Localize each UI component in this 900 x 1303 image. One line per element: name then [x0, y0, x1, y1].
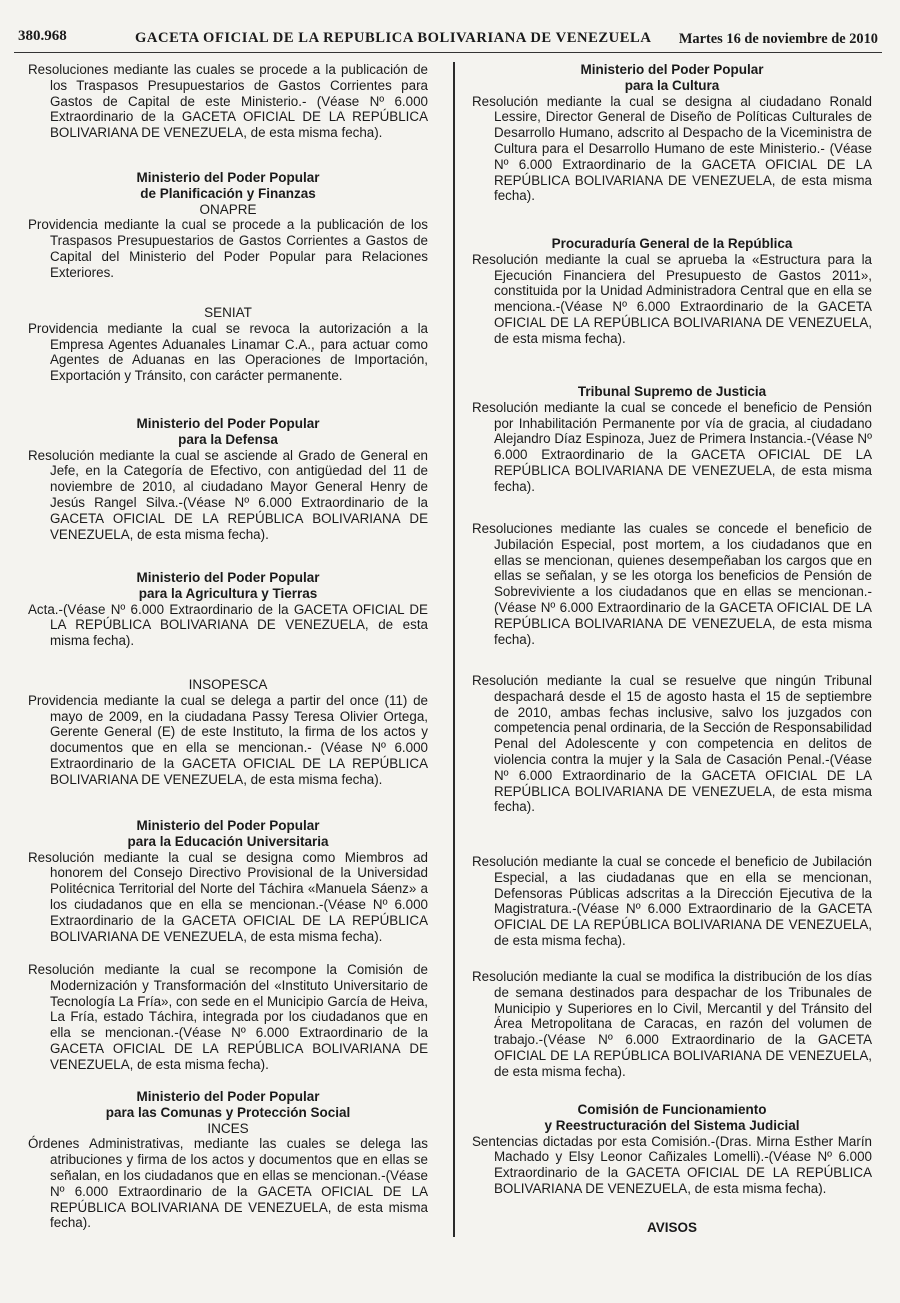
summary-entry [28, 305, 428, 384]
entry-text: Providencia mediante la cual se procede a la publicación de los Traspasos Presupuestarios de Gastos Corrientes a Gastos de Capital del Ministerio del Poder Popular para Relaciones Exteriores. [28, 217, 428, 280]
entry-text: Resoluciones mediante las cuales se procede a la publicación de los Traspasos Presupuestarios de Gastos Corrientes para Gastos de Capital de este Ministerio.- (Véase Nº 6.000 Extraordinario de la GACETA OFICIAL DE LA REPÚBLICA BOLIVARIANA DE VENEZUELA, de esta misma fecha). [28, 62, 428, 141]
summary-entry [28, 818, 428, 944]
summary-entry [472, 854, 872, 949]
summary-entry [28, 570, 428, 649]
entry-text: Sentencias dictadas por esta Comisión.-(Dras. Mirna Esther Marín Machado y Elsy Leonor Cañizales Lomelli).-(Véase Nº 6.000 Extraordinario de la GACETA OFICIAL DE LA REPÚBLICA BOLIVARIANA DE VENEZUELA, de esta misma fecha). [472, 1133, 872, 1196]
entry-text: Providencia mediante la cual se revoca la autorización a la Empresa Agentes Aduanales Linamar C.A., para actuar como Agentes de Aduanas en las Operaciones de Importación, Exportación y Tránsito, con carácter permanente. [28, 320, 428, 384]
entry-text: Resoluciones mediante las cuales se concede el beneficio de Jubilación Especial, post mortem, a los ciudadanos que en ellas se mencionan, quienes desempeñaban los cargos que en ellas se señalan, y se les otorga los beneficios de Pensión de Sobreviviente a los ciudadanos que en ellas se mencionan.-(Véase Nº 6.000 Extraordinario de la GACETA OFICIAL DE LA REPÚBLICA BOLIVARIANA DE VENEZUELA, de esta misma fecha). [472, 521, 872, 647]
page-number: 380.968 [18, 28, 67, 44]
ministry-heading: Ministerio del Poder Popular [136, 818, 320, 833]
section-heading-avisos [472, 1220, 872, 1236]
ministry-heading: Ministerio del Poder Popular [136, 170, 320, 185]
summary-entry [28, 962, 428, 1073]
entry-text: Resolución mediante la cual se concede el beneficio de Jubilación Especial, a las ciudadanas que en ella se mencionan, Defensoras Públicas adscritas a la Dirección Ejecutiva de la Magistratura.-(Véase Nº 6.000 Extraordinario de la GACETA OFICIAL DE LA REPÚBLICA BOLIVARIANA DE VENEZUELA, de esta misma fecha). [472, 854, 872, 948]
summary-entry [28, 1089, 428, 1231]
institution-heading: Tribunal Supremo de Justicia [577, 384, 767, 399]
column-divider [453, 62, 455, 1237]
ministry-heading: para las Comunas y Protección Social [105, 1104, 351, 1120]
summary-entry [472, 969, 872, 1080]
institution-heading: Comisión de Funcionamiento [577, 1102, 767, 1117]
ministry-heading: Ministerio del Poder Popular [580, 62, 764, 77]
ministry-heading: para la Defensa [178, 431, 278, 447]
institution-heading: Procuraduría General de la República [551, 236, 793, 251]
ministry-heading: Ministerio del Poder Popular [136, 416, 320, 431]
header-rule [14, 52, 882, 53]
summary-entry [472, 673, 872, 815]
summary-entry [472, 521, 872, 647]
entry-text: Resolución mediante la cual se asciende al Grado de General en Jefe, en la Categoría de Efectivo, con antigüedad del 11 de noviembre de 2010, al ciudadano Mayor General Henry de Jesús Rangel Silva.-(Véase Nº 6.000 Extraordinario de la GACETA OFICIAL DE LA REPÚBLICA BOLIVARIANA DE VENEZUELA, de esta misma fecha). [28, 447, 428, 542]
entry-text: Acta.-(Véase Nº 6.000 Extraordinario de la GACETA OFICIAL DE LA REPÚBLICA BOLIVARIANA DE VENEZUELA, de esta misma fecha). [28, 601, 428, 649]
ministry-heading: de Planificación y Finanzas [140, 185, 316, 201]
avisos-heading: AVISOS [646, 1220, 697, 1235]
entry-text: Providencia mediante la cual se delega a partir del once (11) de mayo de 2009, en la ciudadana Passy Teresa Olivier Ortega, Gerente General (E) de este Instituto, la firma de los actos y documentos que en ella se mencionan.- (Véase Nº 6.000 Extraordinario de la GACETA OFICIAL DE LA REPÚBLICA BOLIVARIANA DE VENEZUELA, de esta misma fecha). [28, 692, 428, 787]
entry-text: Resolución mediante la cual se designa como Miembros ad honorem del Consejo Directivo Provisional de la Universidad Politécnica Territorial del Norte del Táchira «Manuela Sáenz» a los ciudadanos que en ella se mencionan.-(Véase Nº 6.000 Extraordinario de la GACETA OFICIAL DE LA REPÚBLICA BOLIVARIANA DE VENEZUELA, de esta misma fecha). [28, 849, 428, 944]
agency-subheading: ONAPRE [199, 201, 257, 217]
page-header [18, 28, 878, 50]
entry-text: Resolución mediante la cual se resuelve que ningún Tribunal despachará desde el 15 de agosto hasta el 15 de septiembre de 2010, ambas fechas inclusive, salvo los juzgados con competencia penal ordinaria, de la Sección de Responsabilidad Penal del Adolescente y con competencia en delitos de violencia contra la mujer y la Sala de Casación Penal.-(Véase Nº 6.000 Extraordinario de la GACETA OFICIAL DE LA REPÚBLICA BOLIVARIANA DE VENEZUELA, de esta misma fecha). [472, 673, 872, 815]
entry-text: Resolución mediante la cual se designa al ciudadano Ronald Lessire, Director General de Diseño de Políticas Culturales de Desarrollo Humano, adscrito al Despacho de la Viceministra de Cultura para el Desarrollo Humano de este Ministerio.- (Véase Nº 6.000 Extraordinario de la GACETA OFICIAL DE LA REPÚBLICA BOLIVARIANA DE VENEZUELA, de esta misma fecha). [472, 93, 872, 204]
entry-text: Resolución mediante la cual se aprueba la «Estructura para la Ejecución Financiera del Presupuesto de Gastos 2011», constituida por la Unidad Administradora Central que en ella se menciona.-(Véase Nº 6.000 Extraordinario de la GACETA OFICIAL DE LA REPÚBLICA BOLIVARIANA DE VENEZUELA, de esta misma fecha). [472, 251, 872, 346]
ministry-heading: para la Educación Universitaria [127, 833, 329, 849]
entry-text: Resolución mediante la cual se concede el beneficio de Pensión por Inhabilitación Permanente por vía de gracia, al ciudadano Alejandro Díaz Espinoza, Juez de Primera Instancia.-(Véase Nº 6.000 Extraordinario de la GACETA OFICIAL DE LA REPÚBLICA BOLIVARIANA DE VENEZUELA, de esta misma fecha). [472, 399, 872, 494]
ministry-heading: Ministerio del Poder Popular [136, 1089, 320, 1104]
summary-entry [472, 236, 872, 347]
summary-entry [28, 416, 428, 542]
institution-heading: y Reestructuración del Sistema Judicial [544, 1117, 800, 1133]
ministry-heading: Ministerio del Poder Popular [136, 570, 320, 585]
summary-entry [472, 1102, 872, 1197]
agency-subheading: INSOPESCA [188, 677, 268, 692]
summary-entry [28, 62, 428, 141]
entry-text: Resolución mediante la cual se modifica la distribución de los días de semana destinados para despachar de los Tribunales de Municipio y Superiores en lo Civil, Mercantil y del Tránsito del Área Metropolitana de Caracas, en razón del volumen de trabajo.-(Véase Nº 6.000 Extraordinario de la GACETA OFICIAL DE LA REPÚBLICA BOLIVARIANA DE VENEZUELA, de esta misma fecha). [472, 969, 872, 1079]
summary-entry [28, 677, 428, 788]
entry-text: Órdenes Administrativas, mediante las cuales se delega las atribuciones y firma de los actos y documentos que en ellas se señalan, en los ciudadanos que en ellas se mencionan.-(Véase Nº 6.000 Extraordinario de la GACETA OFICIAL DE LA REPÚBLICA BOLIVARIANA DE VENEZUELA, de esta misma fecha). [28, 1136, 428, 1231]
agency-subheading: INCES [207, 1120, 249, 1136]
issue-date: Martes 16 de noviembre de 2010 [678, 31, 878, 47]
agency-subheading: SENIAT [204, 305, 252, 320]
ministry-heading: para la Cultura [624, 77, 720, 93]
summary-entry [472, 62, 872, 204]
entry-text: Resolución mediante la cual se recompone la Comisión de Modernización y Transformación del «Instituto Universitario de Tecnología La Fría», con sede en el Municipio García de Heiva, La Fría, estado Táchira, integrada por los ciudadanos que en ella se mencionan.-(Véase Nº 6.000 Extraordinario de la GACETA OFICIAL DE LA REPÚBLICA BOLIVARIANA DE VENEZUELA, de esta misma fecha). [28, 962, 428, 1072]
publication-title: GACETA OFICIAL DE LA REPUBLICA BOLIVARIANA DE VENEZUELA [135, 30, 652, 46]
ministry-heading: para la Agricultura y Tierras [138, 585, 318, 601]
summary-entry [28, 170, 428, 281]
summary-entry [472, 384, 872, 495]
